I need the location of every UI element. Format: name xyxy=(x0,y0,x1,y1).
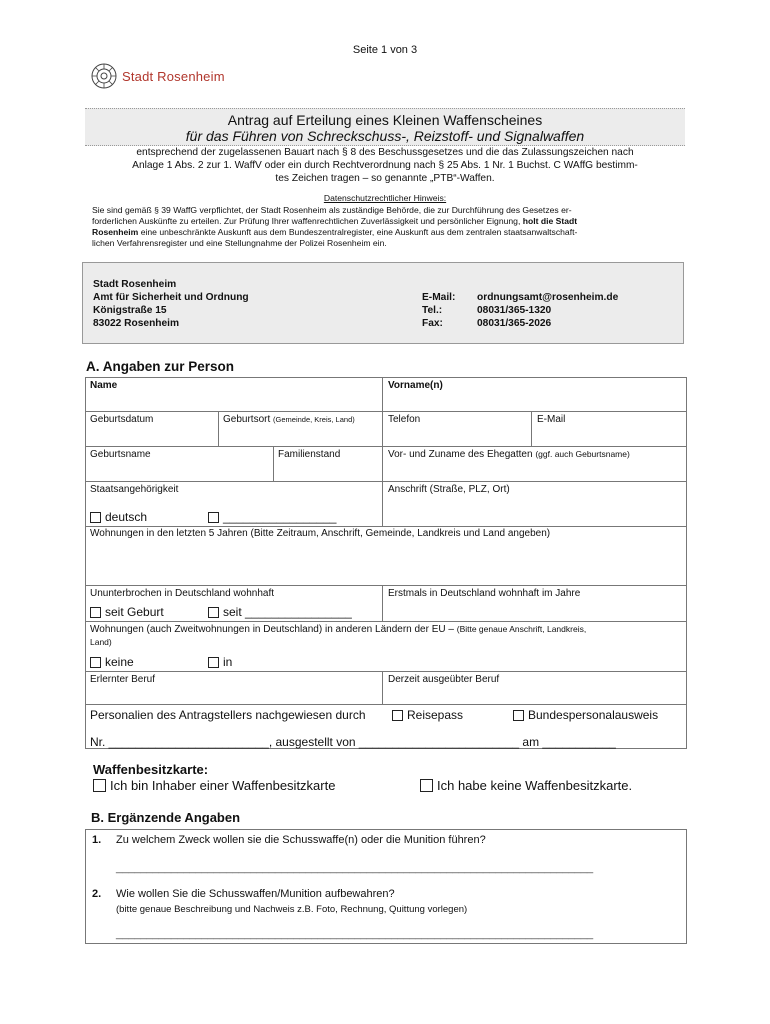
wohnungen-5-jahre-field[interactable]: Wohnungen in den letzten 5 Jahren (Bitte Zeitraum, Anschrift, Gemeinde, Landkreis und Land angeben) xyxy=(90,528,551,539)
privacy-bold: Rosenheim xyxy=(92,227,139,237)
wohnungen-eu-field[interactable] xyxy=(90,623,680,649)
keine-label: keine xyxy=(105,655,134,669)
wohnungen-eu-hint-cont: Land) xyxy=(90,637,112,647)
address-city: 83022 Rosenheim xyxy=(93,318,180,329)
deutsch-checkbox-row xyxy=(90,510,147,524)
keine-checkbox[interactable] xyxy=(90,657,101,668)
keine-row xyxy=(90,655,134,669)
form-title-box xyxy=(85,108,685,146)
q2-hint: (bitte genaue Beschreibung und Nachweis z.B. Foto, Rechnung, Quittung vorlegen) xyxy=(116,904,468,915)
privacy-segment: eine unbeschränkte Auskunft aus dem Bundeszentralregister, eine Auskunft aus dem zentralen staatsanwaltschaft- xyxy=(138,227,578,237)
page-number: Seite 1 von 3 xyxy=(352,44,418,56)
vorname-field[interactable]: Vorname(n) xyxy=(388,380,443,391)
contact-labels xyxy=(422,291,455,330)
bpa-row xyxy=(513,708,658,722)
city-logo xyxy=(90,62,225,90)
bundespersonalausweis-checkbox[interactable] xyxy=(513,710,524,721)
ehegatte-field[interactable] xyxy=(388,449,630,460)
other-nationality-row xyxy=(208,510,336,524)
ehegatte-hint: (ggf. auch Geburtsname) xyxy=(535,449,630,459)
derzeit-beruf-field[interactable]: Derzeit ausgeübter Beruf xyxy=(388,674,500,685)
fax-value: 08031/365-2026 xyxy=(477,318,552,329)
intro-text xyxy=(85,146,685,185)
q1-answer-line[interactable]: ______________________________________________________________________________ xyxy=(116,862,594,874)
intro-line: entsprechend der zugelassenen Bauart nach § 8 des Beschussgesetzes und die das Zulassungszeichen nach xyxy=(136,147,634,158)
seit-geburt-checkbox[interactable] xyxy=(90,607,101,618)
wohnungen-eu-hint: (Bitte genaue Anschrift, Landkreis, xyxy=(456,624,587,634)
form-title: Antrag auf Erteilung eines Kleinen Waffenscheines xyxy=(227,112,543,128)
q2-number: 2. xyxy=(92,888,102,900)
geburtsort-label: Geburtsort xyxy=(223,414,271,425)
in-label: in xyxy=(223,655,233,669)
fax-label: Fax: xyxy=(422,318,443,329)
in-checkbox[interactable] xyxy=(208,657,219,668)
email-field[interactable]: E-Mail xyxy=(537,414,566,425)
waffenbesitzkarte-heading: Waffenbesitzkarte: xyxy=(93,762,209,777)
geburtsort-field[interactable] xyxy=(223,414,355,425)
logo-text: Stadt Rosenheim xyxy=(122,68,225,84)
privacy-line: Sie sind gemäß § 39 WaffG verpflichtet, der Stadt Rosenheim als zuständige Behörde, die zur Durchführung des Gesetzes er- xyxy=(92,205,572,215)
privacy-title: Datenschutzrechtlicher Hinweis: xyxy=(323,193,447,203)
telefon-field[interactable]: Telefon xyxy=(388,414,421,425)
ununterbrochen-label: Ununterbrochen in Deutschland wohnhaft xyxy=(90,588,275,599)
wbk-inhaber-checkbox[interactable] xyxy=(93,779,106,792)
ausweis-nr-line[interactable]: Nr. ________________________, ausgestellt von ________________________ am ___________ xyxy=(90,735,616,749)
email-value: ordnungsamt@rosenheim.de xyxy=(477,292,619,303)
geburtsdatum-field[interactable]: Geburtsdatum xyxy=(90,414,154,425)
intro-line: Anlage 1 Abs. 2 zur 1. WaffV oder ein durch Rechtverordnung nach § 25 Abs. 1 Nr. 1 Buchst. C WAffG bestimm- xyxy=(132,160,638,171)
rose-emblem-icon xyxy=(90,62,118,90)
seit-row xyxy=(208,605,352,619)
address-street: Königstraße 15 xyxy=(93,305,167,316)
personalien-label: Personalien des Antragstellers nachgewiesen durch xyxy=(90,708,366,722)
privacy-text xyxy=(92,205,676,249)
seit-geburt-row xyxy=(90,605,164,619)
section-a-heading: A. Angaben zur Person xyxy=(86,359,235,374)
contact-values xyxy=(477,291,618,330)
authority-address-box xyxy=(82,262,684,344)
seit-geburt-label: seit Geburt xyxy=(105,605,164,619)
wbk-inhaber-label: Ich bin Inhaber einer Waffenbesitzkarte xyxy=(110,778,336,793)
address-dept: Amt für Sicherheit und Ordnung xyxy=(93,292,249,303)
reisepass-checkbox[interactable] xyxy=(392,710,403,721)
intro-line: tes Zeichen tragen – so genannte „PTB“-Waffen. xyxy=(275,173,495,184)
privacy-line xyxy=(92,227,676,238)
erlernter-beruf-field[interactable]: Erlernter Beruf xyxy=(90,674,156,685)
q2-answer-line[interactable]: ______________________________________________________________________________ xyxy=(116,928,594,940)
erstmals-field[interactable]: Erstmals in Deutschland wohnhaft im Jahre xyxy=(388,588,581,599)
email-label: E-Mail: xyxy=(422,292,456,303)
staatsangehoerigkeit-label: Staatsangehörigkeit xyxy=(90,484,179,495)
q2-text: Wie wollen Sie die Schusswaffen/Munition aufbewahren? xyxy=(116,888,395,900)
privacy-segment: forderlichen Auskünfte zu erteilen. Zur Prüfung Ihrer waffenrechtlichen Zuverlässigkeit und persönlicher Eignung, xyxy=(92,216,523,226)
bundespersonalausweis-label: Bundespersonalausweis xyxy=(528,708,659,722)
authority-address xyxy=(93,278,249,330)
tel-value: 08031/365-1320 xyxy=(477,305,552,316)
other-nationality-blank[interactable]: _________________ xyxy=(223,510,337,524)
tel-label: Tel.: xyxy=(422,305,443,316)
section-b-heading: B. Ergänzende Angaben xyxy=(91,810,241,825)
wohnungen-eu-label: Wohnungen (auch Zweitwohnungen in Deutschland) in anderen Ländern der EU – xyxy=(90,624,454,635)
deutsch-label: deutsch xyxy=(105,510,148,524)
geburtsort-hint: (Gemeinde, Kreis, Land) xyxy=(273,415,355,424)
wbk-keine-row xyxy=(420,778,632,793)
wbk-keine-label: Ich habe keine Waffenbesitzkarte. xyxy=(437,778,633,793)
deutsch-checkbox[interactable] xyxy=(90,512,101,523)
privacy-bold: holt die Stadt xyxy=(522,216,578,226)
form-subtitle: für das Führen von Schreckschuss-, Reizstoff- und Signalwaffen xyxy=(185,128,585,144)
q1-text: Zu welchem Zweck wollen sie die Schusswaffe(n) oder die Munition führen? xyxy=(116,834,486,846)
wbk-inhaber-row xyxy=(93,778,335,793)
ehegatte-label: Vor- und Zuname des Ehegatten xyxy=(388,449,533,460)
anschrift-field[interactable]: Anschrift (Straße, PLZ, Ort) xyxy=(388,484,510,495)
address-name: Stadt Rosenheim xyxy=(93,279,177,290)
wbk-keine-checkbox[interactable] xyxy=(420,779,433,792)
geburtsname-field[interactable]: Geburtsname xyxy=(90,449,151,460)
other-nationality-checkbox[interactable] xyxy=(208,512,219,523)
reisepass-row xyxy=(392,708,463,722)
reisepass-label: Reisepass xyxy=(407,708,464,722)
personal-data-table xyxy=(85,377,687,749)
familienstand-field[interactable]: Familienstand xyxy=(278,449,341,460)
privacy-line: lichen Verfahrensregister und eine Stellungnahme der Polizei Rosenheim ein. xyxy=(92,238,387,248)
seit-label: seit ________________ xyxy=(223,605,352,619)
privacy-line xyxy=(92,216,676,227)
seit-checkbox[interactable] xyxy=(208,607,219,618)
name-field[interactable]: Name xyxy=(90,380,118,391)
in-row xyxy=(208,655,232,669)
q1-number: 1. xyxy=(92,834,102,846)
supplementary-box xyxy=(85,829,687,944)
